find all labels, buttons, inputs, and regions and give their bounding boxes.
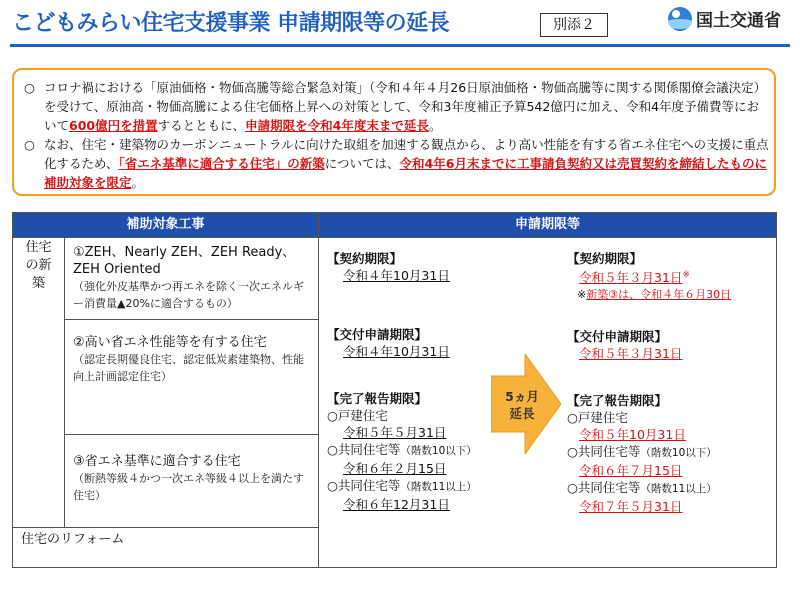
report-label: 【完了報告期限】 xyxy=(327,391,428,406)
contract-label: 【契約期限】 xyxy=(567,251,643,266)
bullet-icon: ○ xyxy=(24,137,35,152)
grant-date: 令和４年10月31日 xyxy=(343,344,450,359)
item-title: ②高い省エネ性能等を有する住宅 xyxy=(73,335,267,350)
shared-low-label: ○共同住宅等（階数10以下） xyxy=(327,442,477,457)
shared-high-date: 令和６年12月31日 xyxy=(343,497,450,512)
item-high-performance xyxy=(65,320,319,435)
grant-date-new: 令和５年３月31日 xyxy=(579,346,683,362)
new-build-3-note: ※新築③は、令和４年６月30日 xyxy=(577,288,732,302)
contract-date: 令和４年10月31日 xyxy=(343,268,450,283)
item-note: （断熱等級４かつ一次エネ等級４以上を満たす住宅） xyxy=(73,472,304,502)
note-mark: ※ xyxy=(682,270,690,280)
detached-date-new: 令和５年10月31日 xyxy=(579,427,686,443)
item-note: （強化外皮基準かつ再エネを除く一次エネルギー消費量▲20%に適合するもの） xyxy=(73,280,304,310)
summary-text: 。 xyxy=(428,118,442,133)
header-deadlines: 申請期限等 xyxy=(319,213,777,238)
summary-text: するとともに、 xyxy=(157,118,246,133)
shared-high-label: ○共同住宅等（階数11以上） xyxy=(567,480,717,496)
deadline-cell xyxy=(319,238,777,568)
ministry-emblem-icon xyxy=(668,7,692,31)
item-title: ①ZEH、Nearly ZEH、ZEH Ready、ZEH Oriented xyxy=(73,245,296,277)
budget-emphasis: 600億円を措置 xyxy=(69,118,158,133)
limit-emphasis: 令和4年6月末までに工事請負契約又は売買契約を締結したものに補助対象を限定 xyxy=(44,156,767,190)
title-underline xyxy=(10,44,790,47)
summary-paragraph-2 xyxy=(24,135,770,192)
shared-low-date-new: 令和６年７月15日 xyxy=(579,463,683,479)
deadline-table xyxy=(12,212,777,568)
bullet-icon: ○ xyxy=(24,80,35,95)
current-deadlines xyxy=(327,250,477,513)
contract-label: 【契約期限】 xyxy=(327,251,403,266)
shared-low-date: 令和６年２月15日 xyxy=(343,461,447,476)
header-subsidy-works: 補助対象工事 xyxy=(13,213,319,238)
summary-text: なお、住宅・建築物のカーボンニュートラルに向けた取組を加速する観点から、より高い性能を有する省エネ住宅への支援に重点化するため、 xyxy=(44,137,769,171)
target-emphasis: 「省エネ基準に適合する住宅」の新築 xyxy=(118,156,325,171)
item-reform: 住宅のリフォーム xyxy=(13,528,319,568)
summary-text: については、 xyxy=(324,156,400,171)
contract-date-new: 令和５年３月31日 xyxy=(579,270,683,286)
extension-label: 5ヵ月 延長 xyxy=(505,389,539,421)
shared-low-label: ○共同住宅等（階数10以下） xyxy=(567,444,717,460)
shared-high-date-new: 令和７年５月31日 xyxy=(579,499,683,515)
item-title: ③省エネ基準に適合する住宅 xyxy=(73,454,241,469)
ministry-name: 国土交通省 xyxy=(696,11,781,31)
ministry-logo xyxy=(668,6,781,31)
category-new-build: 住宅の新築 xyxy=(13,238,65,528)
detached-label: ○戸建住宅 xyxy=(327,408,388,423)
summary-text: 。 xyxy=(131,175,145,190)
deadline-emphasis: 申請期限を令和4年度末まで延長 xyxy=(245,118,429,133)
summary-box xyxy=(12,68,776,196)
report-label: 【完了報告期限】 xyxy=(567,393,668,409)
page-title: こどもみらい住宅支援事業 申請期限等の延長 xyxy=(12,11,450,36)
grant-label: 【交付申請期限】 xyxy=(327,327,428,342)
summary-paragraph-1 xyxy=(24,78,770,135)
item-zeh xyxy=(65,238,319,320)
item-note: （認定長期優良住宅、認定低炭素建築物、性能向上計画認定住宅） xyxy=(73,353,304,383)
detached-label: ○戸建住宅 xyxy=(567,410,628,426)
grant-label: 【交付申請期限】 xyxy=(567,329,668,345)
extended-deadlines xyxy=(567,250,731,515)
summary-text: コロナ禍における「原油価格・物価高騰等総合緊急対策」（令和４年４月26日原油価格・物価高騰等に関する関係閣僚会議決定）を受けて、原油高・物価高騰による住宅価格上昇への対策として、令和3年度補正予算542億円に加え、令和4年度予備費等において xyxy=(44,80,767,133)
shared-high-label: ○共同住宅等（階数11以上） xyxy=(327,478,477,493)
detached-date: 令和５年５月31日 xyxy=(343,425,447,440)
item-standard xyxy=(65,435,319,528)
attachment-tag: 別添２ xyxy=(540,13,608,37)
